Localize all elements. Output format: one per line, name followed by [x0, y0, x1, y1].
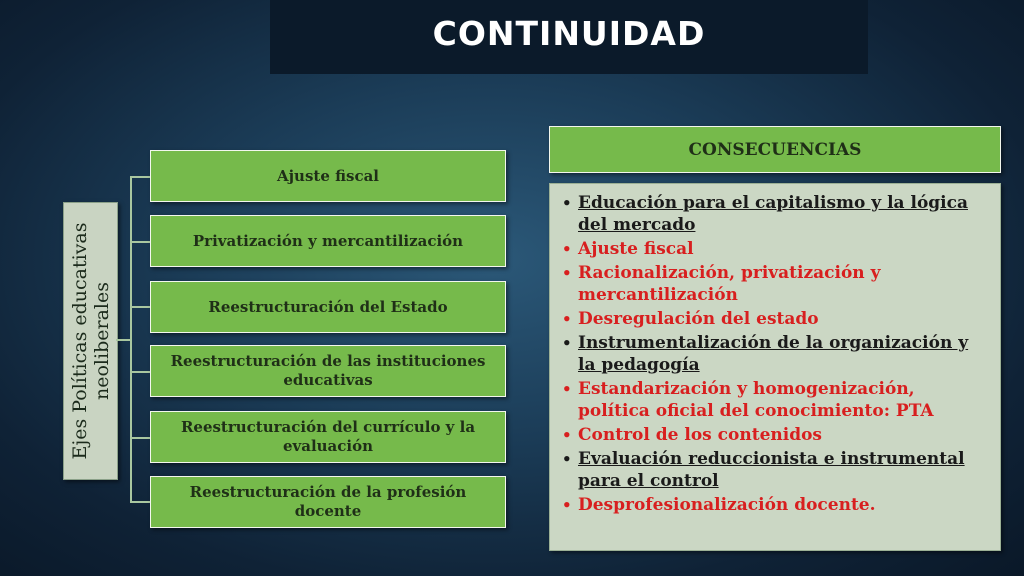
consequence-text: Control de los contenidos [578, 425, 822, 445]
policy-box-label: Reestructuración del currículo y la evaluación [180, 418, 476, 455]
consequence-item [560, 448, 990, 492]
bullet-icon: • [562, 240, 572, 258]
consequences-panel [549, 183, 1001, 551]
policy-box-privatization [150, 215, 506, 267]
consequences-header-label: CONSECUENCIAS [688, 139, 862, 160]
bullet-icon: • [562, 334, 572, 352]
bullet-icon: • [562, 380, 572, 398]
bullet-icon: • [562, 450, 572, 468]
policy-box-label: Reestructuración del Estado [208, 297, 448, 316]
consequences-header [549, 126, 1001, 173]
bullet-icon: • [562, 264, 572, 282]
consequence-item [560, 238, 990, 260]
consequence-item [560, 424, 990, 446]
policy-box-state-restructuring [150, 281, 506, 333]
connector-branch [130, 241, 150, 243]
slide-title: CONTINUIDAD [432, 14, 706, 53]
consequence-item [560, 262, 990, 306]
consequence-item [560, 308, 990, 330]
consequence-text: Educación para el capitalismo y la lógica del mercado [578, 193, 968, 235]
policy-box-institutions [150, 345, 506, 397]
connector-stub [116, 339, 131, 341]
consequence-text: Estandarización y homogenización, política oficial del conocimiento: PTA [578, 379, 934, 421]
bullet-icon: • [562, 426, 572, 444]
consequence-item [560, 494, 990, 516]
connector-branch [130, 306, 150, 308]
consequence-text: Ajuste fiscal [578, 239, 694, 259]
policy-box-label: Ajuste fiscal [276, 166, 379, 185]
consequence-text: Racionalización, privatización y mercantilización [578, 263, 881, 305]
connector-branch [130, 176, 150, 178]
consequence-text: Instrumentalización de la organización y la pedagogía [578, 333, 969, 375]
bullet-icon: • [562, 310, 572, 328]
policy-box-curriculum [150, 411, 506, 463]
policy-axes-label: Ejes Políticas educativas neoliberales [68, 222, 113, 460]
policy-box-fiscal-adjustment [150, 150, 506, 202]
consequence-item [560, 332, 990, 376]
bullet-icon: • [562, 496, 572, 514]
title-bar [270, 0, 868, 74]
consequence-item [560, 378, 990, 422]
policy-box-label: Privatización y mercantilización [192, 231, 464, 250]
consequence-text: Evaluación reduccionista e instrumental para el control [578, 449, 965, 491]
policy-box-label: Reestructuración de las instituciones educativas [170, 352, 486, 389]
connector-branch [130, 371, 150, 373]
bullet-icon: • [562, 194, 572, 212]
connector-branch [130, 437, 150, 439]
consequence-item [560, 192, 990, 236]
policy-axes-label-box [63, 202, 118, 480]
consequence-text: Desprofesionalización docente. [578, 495, 876, 515]
consequences-list [560, 192, 990, 516]
consequence-text: Desregulación del estado [578, 309, 819, 329]
policy-box-label: Reestructuración de la profesión docente [189, 483, 467, 520]
policy-box-teaching-profession [150, 476, 506, 528]
connector-branch [130, 501, 150, 503]
